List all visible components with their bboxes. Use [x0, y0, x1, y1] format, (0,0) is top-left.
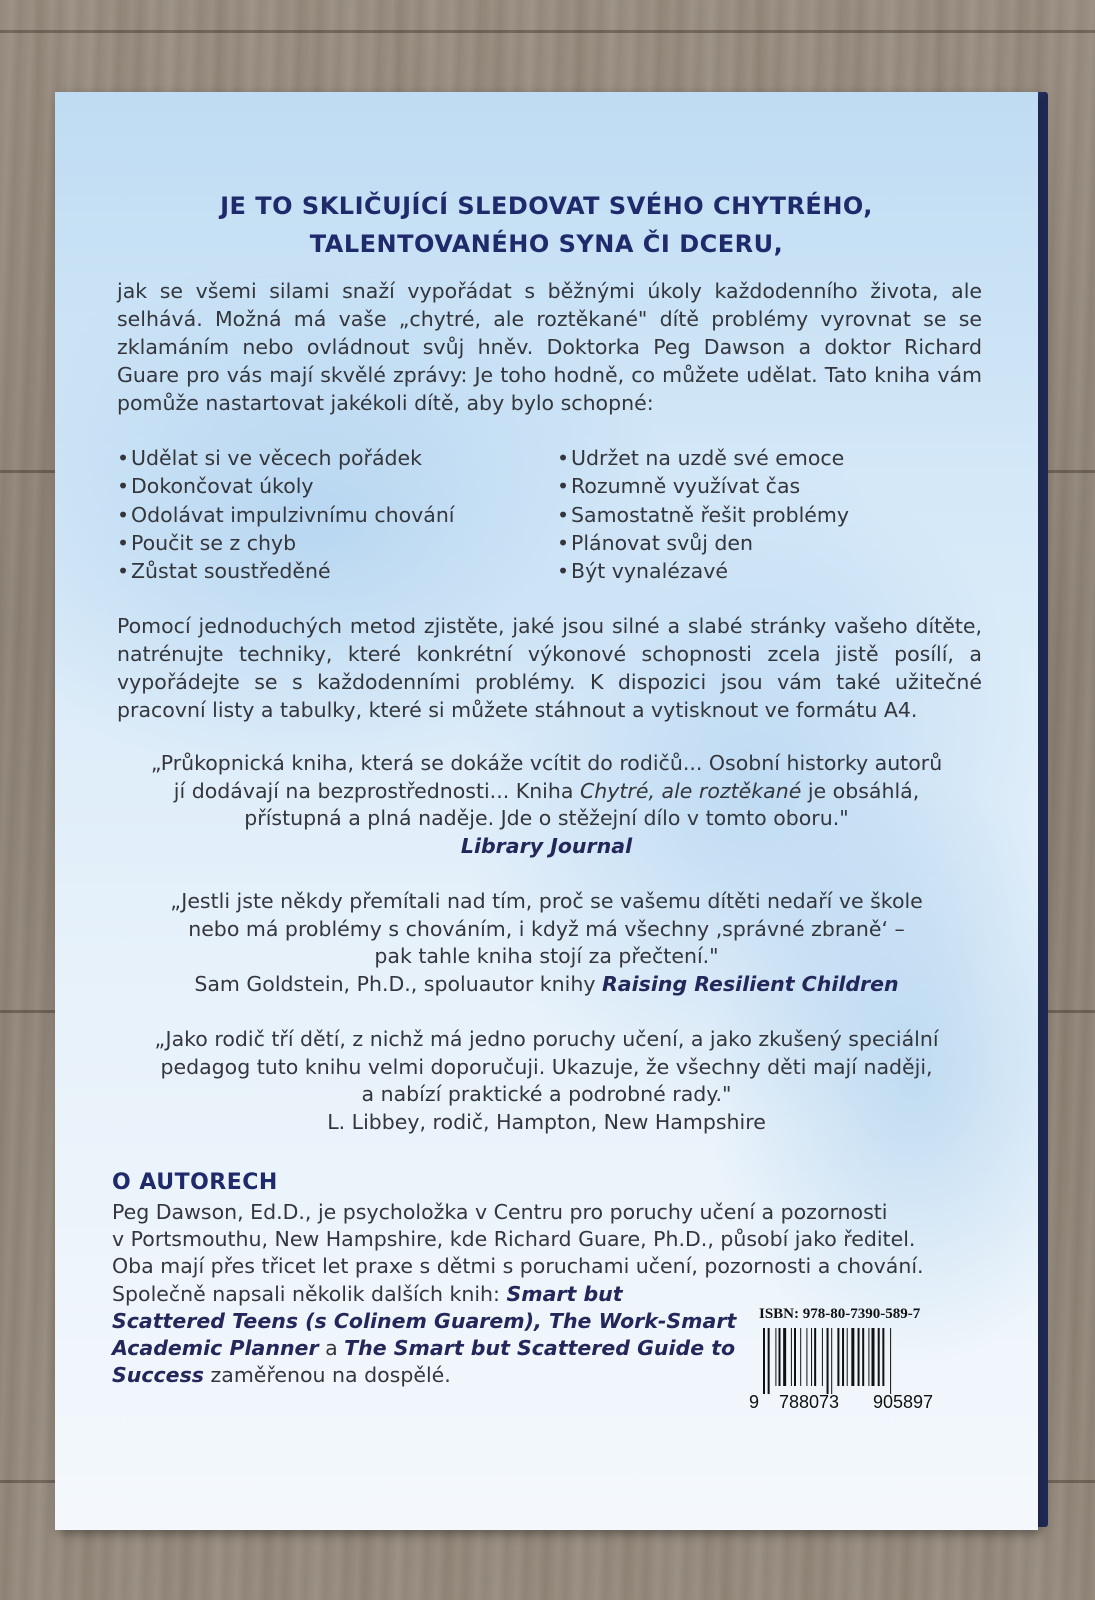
barcode-icon: [749, 1328, 969, 1394]
headline: [55, 187, 1038, 263]
barcode-bar: [822, 1328, 823, 1386]
barcode-bar: [806, 1328, 807, 1386]
about-line: Success zaměřenou na dospělé.: [112, 1363, 451, 1388]
review-quote-3: [95, 1026, 998, 1136]
skills-list-left: [117, 444, 455, 585]
review-quote-2: [95, 888, 998, 998]
headline-line-2: TALENTOVANÉHO SYNA ČI DCERU,: [309, 230, 784, 258]
bullet-icon: •: [557, 446, 570, 470]
barcode-bar: [851, 1328, 854, 1386]
about-line: Scattered Teens (s Colinem Guarem), The Work-Smart: [112, 1308, 737, 1333]
barcode-digits-left: 788073: [779, 1392, 840, 1412]
list-item: •Udržet na uzdě své emoce: [557, 444, 849, 472]
barcode-bar: [862, 1328, 864, 1386]
list-item: •Poučit se z chyb: [117, 529, 455, 557]
bullet-icon: •: [117, 530, 130, 555]
barcode-bar: [890, 1328, 891, 1394]
about-line: Academic Planner a The Smart but Scattered Guide to: [112, 1336, 736, 1361]
list-item: •Samostatně řešit problémy: [557, 501, 849, 529]
barcode-bar: [811, 1328, 812, 1386]
quote-line: „Průkopnická kniha, která se dokáže vcítit do rodičů... Osobní historky autorů: [150, 751, 943, 775]
methods-paragraph: Pomocí jednoduchých metod zjistěte, jaké jsou silné a slabé stránky vašeho dítěte, natrénujte techniky, které konkrétní výkonové schopnosti zcela jistě posílí, a vypořádejte se s každodenními problémy. K dispozici jsou vám také užitečné pracovní listy a tabulky, které si můžete stáhnout a vytisknout ve formátu A4.: [117, 614, 982, 722]
book-back-cover: [55, 92, 1038, 1530]
barcode-digit-lead: 9: [749, 1392, 760, 1412]
isbn-label: ISBN: 978-80-7390-589-7: [759, 1306, 921, 1322]
about-authors-heading: O AUTORECH: [112, 1170, 278, 1195]
list-item: •Zůstat soustředěné: [117, 557, 455, 585]
headline-line-1: JE TO SKLIČUJÍCÍ SLEDOVAT SVÉHO CHYTRÉHO,: [220, 192, 873, 220]
quote-source: L. Libbey, rodič, Hampton, New Hampshire: [327, 1109, 766, 1134]
quote-source: Library Journal: [460, 833, 633, 858]
barcode-bar: [827, 1328, 829, 1394]
barcode-bar: [791, 1328, 792, 1386]
list-item: •Odolávat impulzivnímu chování: [117, 501, 455, 529]
barcode-bar: [794, 1328, 796, 1386]
quote-line: „Jestli jste někdy přemítali nad tím, proč se vašemu dítěti nedaří ve škole: [170, 889, 923, 913]
about-line: Peg Dawson, Ed.D., je psycholožka v Centru pro poruchy učení a pozornosti: [112, 1200, 888, 1224]
about-line: Oba mají přes třicet let praxe s dětmi s poruchami učení, pozornosti a chování.: [112, 1254, 924, 1279]
barcode-bar: [814, 1328, 816, 1386]
quote-line: pak tahle kniha stojí za přečtení.": [374, 944, 719, 968]
list-item: •Rozumně využívat čas: [557, 472, 849, 500]
barcode-bar: [872, 1328, 875, 1386]
barcode-bar: [842, 1328, 844, 1386]
barcode-bar: [878, 1328, 880, 1386]
bullet-icon: •: [117, 559, 130, 584]
bullet-icon: •: [117, 474, 130, 499]
barcode-bar: [775, 1328, 776, 1386]
barcode-bar: [783, 1328, 786, 1386]
barcode-bar: [837, 1328, 839, 1386]
barcode-bar: [763, 1328, 765, 1394]
barcode-bar: [800, 1328, 801, 1386]
barcode-bar: [847, 1328, 848, 1386]
barcode-bar: [858, 1328, 860, 1386]
barcode-bar: [882, 1328, 884, 1386]
bullet-icon: •: [117, 446, 130, 470]
review-quote-1: [95, 750, 998, 860]
quote-line: „Jako rodič tří dětí, z nichž má jedno poruchy učení, a jako zkušený speciální: [154, 1027, 939, 1051]
quote-line: a nabízí praktické a podrobné rady.": [361, 1082, 732, 1106]
list-item: •Dokončovat úkoly: [117, 472, 455, 500]
bullet-icon: •: [557, 530, 570, 555]
barcode-digits-right: 905897: [873, 1392, 934, 1412]
about-line: Společně napsali několik dalších knih: Smart but: [112, 1281, 623, 1306]
list-item: •Plánovat svůj den: [557, 529, 849, 557]
bullet-icon: •: [557, 502, 570, 527]
intro-paragraph: jak se všemi silami snaží vypořádat s běžnými úkoly každodenního života, ale selhává. Možná má vaše „chytré, ale roztěkané" dítě problémy vyrovnat se se zklamáním nebo ovládnout svůj hněv. Doktorka Peg Dawson a doktor Richard Guare pro vás mají skvělé zprávy: Je toho hodně, co můžete udělat. Tato kniha vám pomůže nastartovat jakékoli dítě, aby bylo schopné:: [117, 279, 982, 415]
list-item: •Být vynalézavé: [557, 557, 849, 585]
bullet-icon: •: [557, 474, 570, 499]
quote-line: pedagog tuto knihu velmi doporučuji. Ukazuje, že všechny děti mají naději,: [160, 1054, 933, 1079]
quote-line: přístupná a plná naděje. Jde o stěžejní dílo v tomto oboru.": [244, 806, 849, 830]
bullet-icon: •: [557, 559, 570, 584]
quote-source: Sam Goldstein, Ph.D., spoluautor knihy Raising Resilient Children: [194, 971, 899, 996]
isbn-barcode: [749, 1302, 979, 1412]
about-line: v Portsmouthu, New Hampshire, kde Richard Guare, Ph.D., působí jako ředitel.: [112, 1227, 916, 1252]
barcode-bar: [868, 1328, 869, 1386]
barcode-bar: [768, 1328, 770, 1394]
bullet-icon: •: [117, 502, 130, 527]
quote-line: nebo má problémy s chováním, i když má všechny ‚správné zbraně‘ –: [188, 916, 905, 941]
skills-list-right: [557, 444, 849, 585]
book-title-bold: Raising Resilient Children: [602, 971, 899, 996]
list-item: •Udělat si ve věcech pořádek: [117, 444, 455, 472]
wood-seam-top: [0, 30, 1095, 33]
barcode-bar: [831, 1328, 832, 1394]
quote-line: jí dodávají na bezprostřednosti... Kniha Chytré, ale roztěkané je obsáhlá,: [173, 778, 920, 803]
book-title-italic: Chytré, ale roztěkané: [579, 778, 802, 803]
barcode-bar: [779, 1328, 781, 1386]
